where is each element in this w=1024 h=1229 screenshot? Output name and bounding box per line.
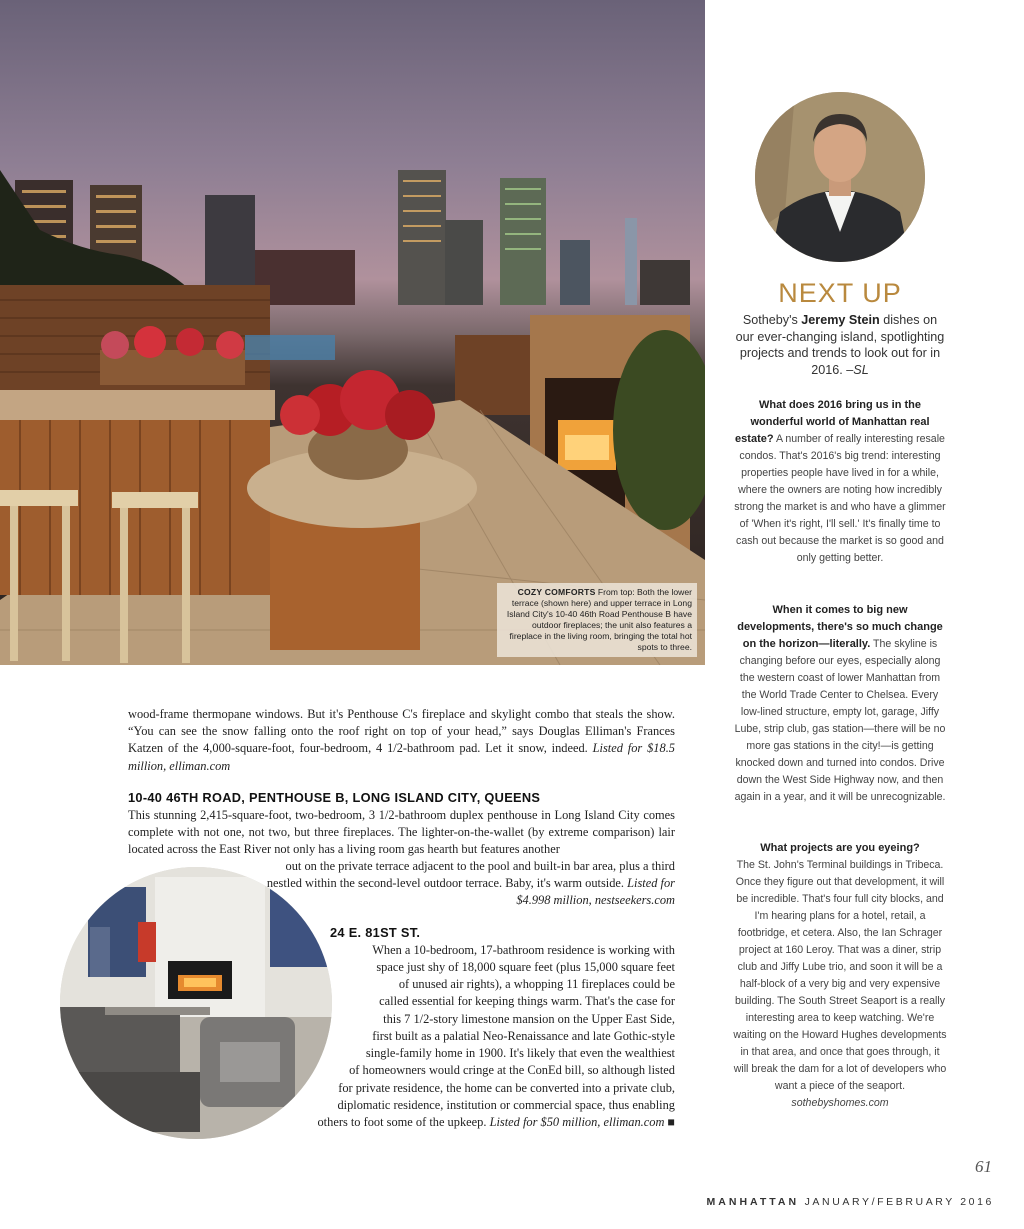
question: When it comes to big new developments, there's so much change on the horizon—literally.	[737, 604, 943, 650]
intro-suffix: dishes on our ever-changing island, spotlighting projects and trends to look out for in 2016.	[735, 313, 945, 377]
para1-listing: Listed for $18.5 million, elliman.com	[128, 741, 675, 773]
intro-name: Jeremy Stein	[801, 313, 880, 327]
caption-text: From top: Both the lower terrace (shown here) and upper terrace in Long Island City's 10-40 46th Road Penthouse B have outdoor fireplaces; the unit also features a fireplace in the living room, bringing the total hot spots to three.	[506, 587, 692, 652]
para3-line: others to foot some of the upkeep.	[317, 1115, 487, 1129]
answer: The St. John's Terminal buildings in Tribeca. Once they figure out that development, it will be incredible. That's four full city blocks, and I'm hearing plans for a hotel, retail, a footbridge, et cetera. Also, the Ian Schrager project at 160 Leroy. That was a diner, strip club and Jiffy Lube trio, and soon it will be a half-block of a very big and very expensive building. The South Street Seaport is a really interesting area to keep watching. We're waiting on the Howard Hughes developments in that area, and once that goes through, it will break the dam for a lot of developers who want a piece of the seaport.	[733, 859, 947, 1092]
jeremy-stein-portrait	[755, 92, 925, 262]
para3-line: first built as a palatial Neo-Renaissance and late Gothic-style	[372, 1029, 675, 1043]
answer: The skyline is changing before our eyes, especially along the western coast of lower Manhattan from the World Trade Center to Chelsea. Every low-lined structure, empty lot, garage, Jiffy Lube, strip club, gas station—there will be no more gas stations in the city!—is getting knocked down and turned into condos. Drive down the West Side Highway now, and then again in a year, and it will be unrecognizable.	[734, 638, 946, 803]
listing-heading-81st: 24 E. 81ST ST.	[330, 925, 421, 940]
para3-line: of unused air rights), a whopping 11 fireplaces could be	[398, 977, 675, 991]
qa-block-3	[733, 840, 947, 1112]
para3-listing: Listed for $50 million, elliman.com	[489, 1115, 665, 1129]
rooftop-terrace-illustration	[0, 0, 705, 665]
magazine-name: MANHATTAN	[706, 1196, 800, 1208]
para3-line: called essential for keeping things warm. That's the case for	[379, 994, 675, 1008]
qa-block-1	[733, 397, 947, 567]
para3-line: diplomatic residence, institution or commercial space, thus enabling	[337, 1098, 675, 1112]
question: What does 2016 bring us in the wonderful world of Manhattan real estate?	[735, 399, 930, 445]
para3-line: single-family home in 1900. It's likely that even the wealthiest	[365, 1046, 675, 1060]
sidebar-title: NEXT UP	[778, 278, 902, 308]
article-paragraph-1	[128, 706, 675, 775]
para2-listing: Listed for $4.998 million, nestseekers.com	[516, 876, 675, 908]
sidebar-next-up	[725, 0, 1024, 1229]
para3-line: When a 10-bedroom, 17-bathroom residence is working with	[372, 943, 675, 957]
issue-date: JANUARY/FEBRUARY 2016	[804, 1196, 994, 1208]
para3-line: for private residence, the home can be converted into a private club,	[338, 1081, 675, 1095]
listing-heading-queens: 10-40 46TH ROAD, PENTHOUSE B, LONG ISLAND CITY, QUEENS	[128, 790, 541, 805]
sidebar-intro	[735, 312, 945, 378]
intro-signature: –SL	[846, 362, 869, 377]
page-number: 61	[975, 1157, 992, 1176]
answer: A number of really interesting resale condos. That's 2016's big trend: interesting properties people have lived in for a while, where the owners are noting how incredibly strong the market is and who have a glimmer of 'When it's right, I'll sell.' It's finally time to cash out because the market is so good and only getting better.	[734, 433, 946, 564]
website-credit: sothebyshomes.com	[791, 1097, 889, 1109]
masthead-footer	[707, 1196, 994, 1208]
end-mark: ■	[667, 1115, 675, 1129]
article-paragraph-2-cont	[262, 858, 675, 910]
para3-last-line	[317, 1114, 675, 1131]
article-paragraph-2: This stunning 2,415-square-foot, two-bedroom, 3 1/2-bathroom duplex penthouse in Long Island City comes complete with not one, not two, but three fireplaces. The lighter-on-the-wallet (by extreme comparison) lair located across the East River not only has a living room gas hearth but features another	[128, 808, 675, 857]
portrait-illustration	[755, 92, 925, 262]
para3-line: this 7 1/2-story limestone mansion on the Upper East Side,	[383, 1012, 675, 1026]
living-room-illustration	[60, 867, 332, 1139]
question: What projects are you eyeing?	[760, 842, 920, 854]
caption-title: COZY COMFORTS	[517, 587, 596, 597]
para1-text: wood-frame thermopane windows. But it's Penthouse C's fireplace and skylight combo that steals the show. “You can see the snow falling onto the roof right on top of your head,” says Douglas Elliman's Frances Katzen of the 4,000-square-foot, four-bedroom, 4 1/2-bathroom pad. Let it snow, indeed.	[128, 707, 675, 756]
photo-caption	[497, 583, 697, 657]
para3-line: space just shy of 18,000 square feet (plus 15,000 square feet	[376, 960, 675, 974]
para3-line: of homeowners would cringe at the ConEd bill, so although listed	[349, 1063, 675, 1077]
intro-prefix: Sotheby's	[742, 313, 802, 327]
rooftop-terrace-photo	[0, 0, 705, 665]
para2b-text: out on the private terrace adjacent to the pool and built-in bar area, plus a third nestled within the second-level outdoor terrace. Baby, it's warm outside.	[266, 859, 675, 891]
living-room-photo	[60, 867, 332, 1139]
qa-block-2	[733, 602, 947, 806]
